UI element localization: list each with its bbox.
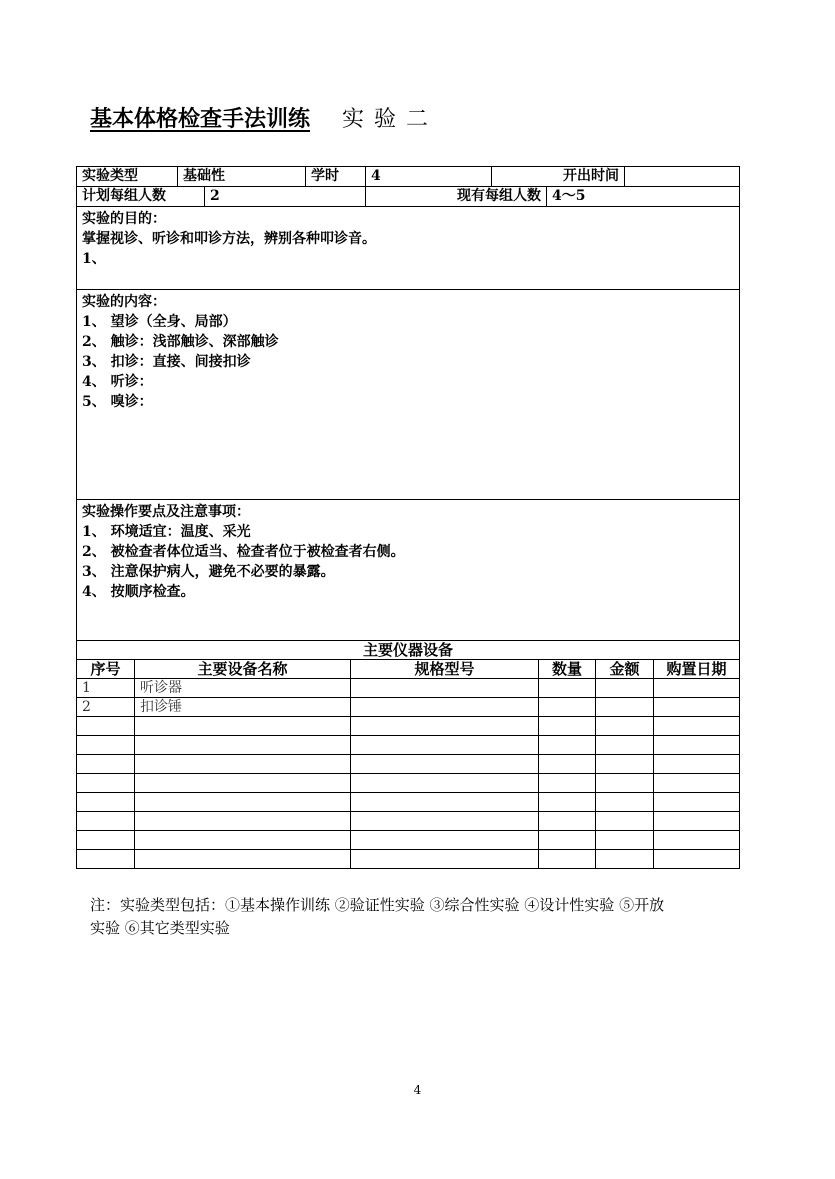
content-line: 5、 嗅诊：: [82, 394, 153, 410]
empty-cell: [539, 736, 596, 755]
table-row: [77, 679, 740, 698]
plan-label: 计划每组人数: [77, 187, 205, 207]
column-header: 规格型号: [351, 660, 539, 679]
empty-cell: [539, 850, 596, 869]
empty-cell: [77, 736, 135, 755]
empty-cell: [351, 831, 539, 850]
empty-cell: [77, 831, 135, 850]
empty-cell: [135, 736, 351, 755]
empty-table-row: [77, 755, 740, 774]
empty-cell: [596, 717, 654, 736]
plan-value: 2: [205, 187, 366, 207]
empty-cell: [77, 774, 135, 793]
empty-cell: [77, 850, 135, 869]
row-number: 1: [77, 679, 135, 698]
type-value: 基础性: [178, 167, 306, 187]
empty-cell: [596, 755, 654, 774]
empty-cell: [596, 793, 654, 812]
equipment-table: [76, 640, 740, 869]
empty-cell: [654, 774, 740, 793]
hours-value: 4: [366, 167, 492, 187]
empty-cell: [596, 736, 654, 755]
notes-heading: 实验操作要点及注意事项：: [82, 504, 250, 520]
empty-cell: [351, 717, 539, 736]
empty-table-row: [77, 793, 740, 812]
notes-section: [77, 500, 740, 641]
empty-cell: [351, 850, 539, 869]
content-line: 3、 扣诊：直接、间接扣诊: [82, 354, 251, 370]
empty-cell: [539, 717, 596, 736]
column-header: 序号: [77, 660, 135, 679]
content-line: 2、 触诊：浅部触诊、深部触诊: [82, 334, 279, 350]
empty-cell: [351, 736, 539, 755]
open-value: [625, 167, 740, 187]
empty-cell: [77, 812, 135, 831]
page-number: 4: [413, 1083, 422, 1097]
empty-cell: [77, 717, 135, 736]
column-header: 数量: [539, 660, 596, 679]
column-header: 主要设备名称: [135, 660, 351, 679]
empty-table-row: [77, 850, 740, 869]
empty-table-row: [77, 831, 740, 850]
hours-label: 学时: [306, 167, 366, 187]
type-label: 实验类型: [77, 167, 178, 187]
purpose-line: 1、: [82, 251, 106, 267]
empty-cell: [654, 717, 740, 736]
equipment-date: [654, 698, 740, 717]
empty-cell: [77, 793, 135, 812]
empty-cell: [539, 793, 596, 812]
open-label: 开出时间: [492, 167, 625, 187]
title-main: 基本体格检查手法训练: [90, 107, 311, 132]
empty-cell: [135, 812, 351, 831]
empty-cell: [135, 793, 351, 812]
title-sub: 实验二: [342, 107, 439, 132]
table-row: [77, 698, 740, 717]
empty-cell: [135, 717, 351, 736]
empty-cell: [135, 850, 351, 869]
empty-table-row: [77, 736, 740, 755]
equipment-heading: 主要仪器设备: [77, 641, 740, 660]
empty-cell: [135, 831, 351, 850]
empty-cell: [654, 755, 740, 774]
empty-cell: [135, 755, 351, 774]
content-heading: 实验的内容：: [82, 294, 166, 310]
content-line: 4、 听诊：: [82, 374, 153, 390]
equipment-amount: [596, 698, 654, 717]
empty-cell: [596, 774, 654, 793]
empty-rows: [77, 717, 740, 869]
footnote: [90, 894, 750, 940]
content-line: 1、 望诊（全身、局部）: [82, 314, 237, 330]
content-section: [77, 290, 740, 500]
equipment-header-row: [77, 660, 740, 679]
empty-cell: [654, 850, 740, 869]
page-title: [90, 102, 438, 133]
notes-line: 3、 注意保护病人，避免不必要的暴露。: [82, 564, 335, 580]
empty-table-row: [77, 774, 740, 793]
notes-line: 2、 被检查者体位适当、检查者位于被检查者右侧。: [82, 544, 405, 560]
equipment-name: 扣诊锤: [135, 698, 351, 717]
equipment-model: [351, 679, 539, 698]
empty-cell: [596, 850, 654, 869]
empty-cell: [654, 812, 740, 831]
empty-cell: [654, 736, 740, 755]
info-table: [76, 166, 740, 641]
footnote-line: 实验 ⑥其它类型实验: [90, 919, 230, 937]
equipment-quantity: [539, 679, 596, 698]
purpose-line: 掌握视诊、听诊和叩诊方法，辨别各种叩诊音。: [82, 231, 376, 247]
equipment-date: [654, 679, 740, 698]
empty-cell: [539, 774, 596, 793]
empty-table-row: [77, 812, 740, 831]
equipment-amount: [596, 679, 654, 698]
column-header: 金额: [596, 660, 654, 679]
empty-cell: [539, 755, 596, 774]
empty-cell: [351, 755, 539, 774]
notes-line: 4、 按顺序检查。: [82, 584, 195, 600]
empty-cell: [77, 755, 135, 774]
empty-cell: [351, 812, 539, 831]
empty-cell: [351, 774, 539, 793]
row-number: 2: [77, 698, 135, 717]
purpose-heading: 实验的目的：: [82, 211, 166, 227]
empty-table-row: [77, 717, 740, 736]
empty-cell: [351, 793, 539, 812]
notes-line: 1、 环境适宜：温度、采光: [82, 524, 251, 540]
empty-cell: [596, 831, 654, 850]
current-value: 4～5: [547, 187, 740, 207]
purpose-section: [77, 207, 740, 290]
column-header: 购置日期: [654, 660, 740, 679]
equipment-model: [351, 698, 539, 717]
empty-cell: [654, 793, 740, 812]
empty-cell: [539, 831, 596, 850]
empty-cell: [654, 831, 740, 850]
equipment-name: 听诊器: [135, 679, 351, 698]
footnote-line: 注：实验类型包括：①基本操作训练 ②验证性实验 ③综合性实验 ④设计性实验 ⑤开放: [90, 896, 665, 914]
equipment-quantity: [539, 698, 596, 717]
empty-cell: [596, 812, 654, 831]
empty-cell: [135, 774, 351, 793]
current-label: 现有每组人数: [366, 187, 547, 207]
empty-cell: [539, 812, 596, 831]
